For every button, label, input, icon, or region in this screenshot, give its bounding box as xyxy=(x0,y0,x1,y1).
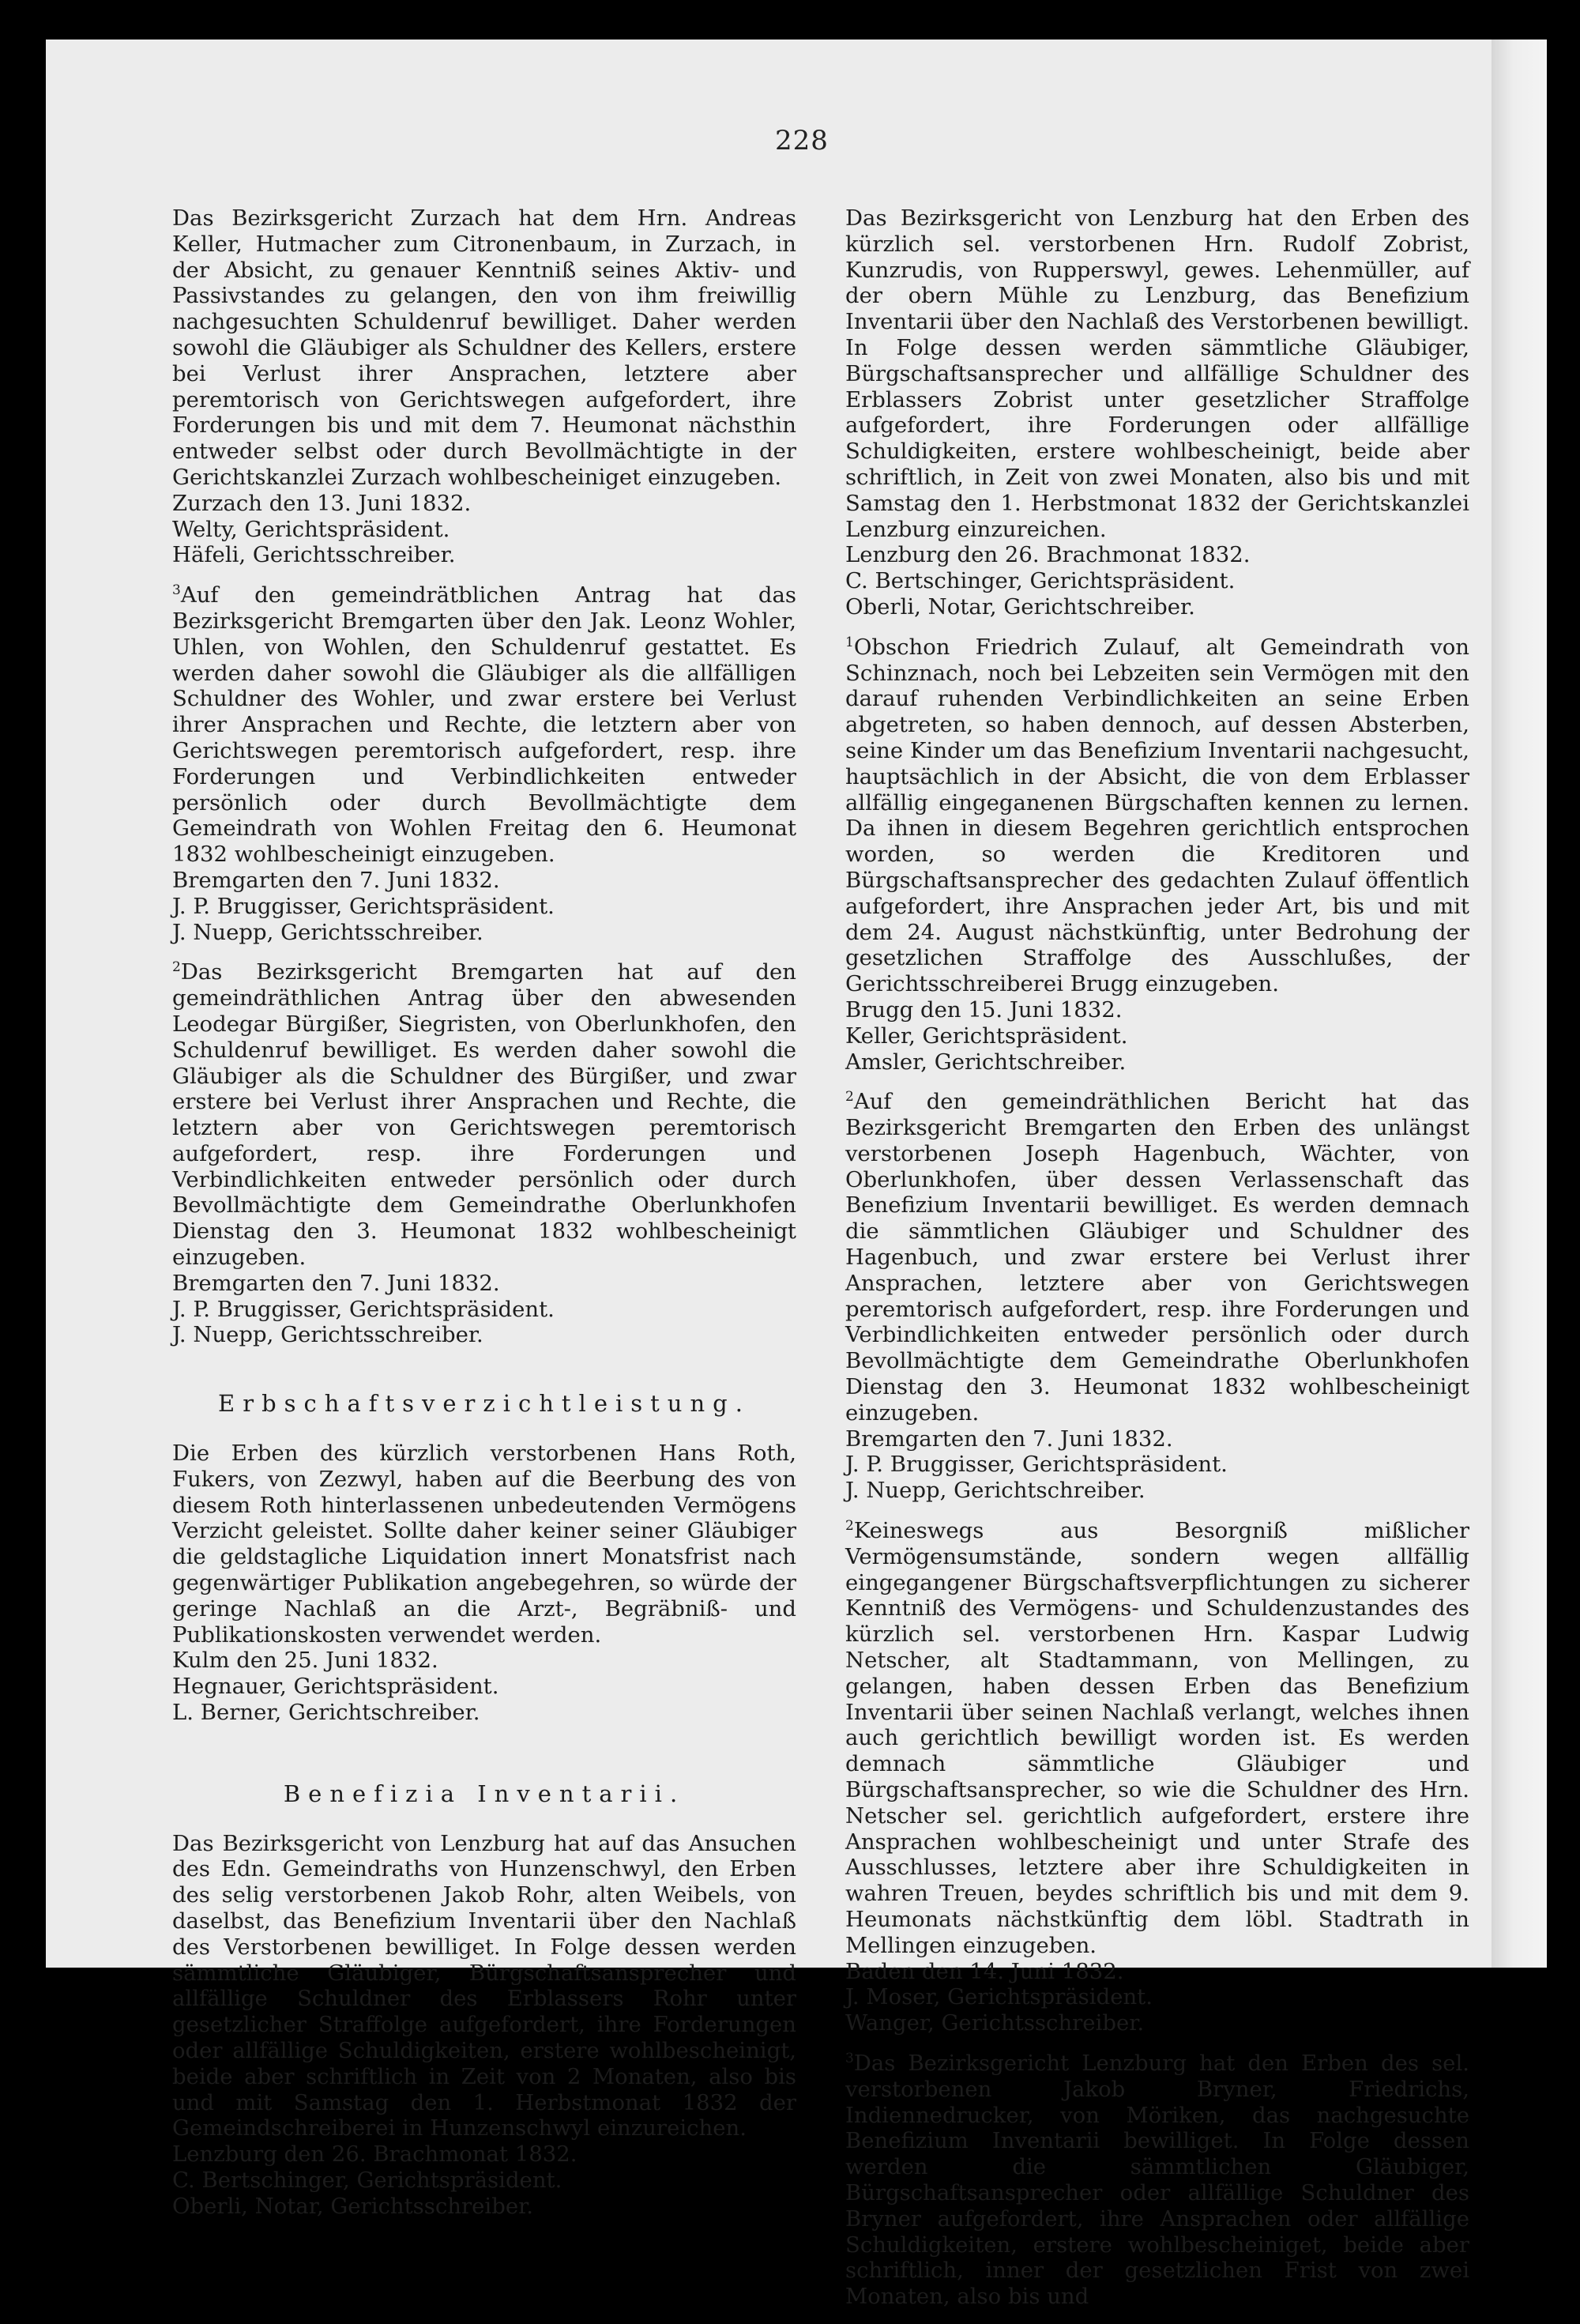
notice-signature: Welty, Gerichtspräsident. xyxy=(172,516,450,542)
notice-bremgarten-hagenbuch xyxy=(845,1089,1469,1504)
notice-signature: J. Nuepp, Gerichtschreiber. xyxy=(845,1478,1146,1504)
notice-lenzburg-bryner xyxy=(845,2051,1469,2310)
notice-mark: 2 xyxy=(845,1089,854,1106)
notice-signature: J. P. Bruggisser, Gerichtspräsident. xyxy=(172,1296,555,1322)
notice-mark: 1 xyxy=(845,634,854,650)
notice-body: Das Bezirksgericht von Lenzburg hat auf das Ansuchen des Edn. Gemeindraths von Hunzenschwyl, den Erben des selig verstorbenen Jakob Rohr, alten Weibels, von daselbst, das Benefizium Inventarii über den Nachlaß des Verstorbenen bewilliget. In Folge dessen werden sämmtliche Gläubiger, Bürgschaftsansprecher und allfällige Schuldner des Erblassers Rohr unter gesetzlicher Straffolge aufgefordert, ihre Forderungen oder allfällige Schuldigkeiten, erstere wohlbescheinigt, beide aber schriftlich in Zeit von 2 Monaten, also bis und mit Samstag den 1. Herbstmonat 1832 der Gemeindschreiberei in Hunzenschwyl einzureichen. xyxy=(172,1830,796,2141)
notice-baden-netscher xyxy=(845,1518,1469,2036)
notice-lenzburg-zobrist xyxy=(845,205,1469,620)
notice-signature: C. Bertschinger, Gerichtspräsident. xyxy=(172,2167,562,2193)
notice-signature: J. P. Bruggisser, Gerichtspräsident. xyxy=(172,893,555,919)
notice-text: Das Bezirksgericht Lenzburg hat den Erben des sel. verstorbenen Jakob Bryner, Friedrichs, Indiennedrucker, von Möriken, das nachgesuchte Benefizium Inventarii bewilliget. In Folge dessen werden die sämmtlichen Gläubiger, Bürgschaftsansprecher oder allfällige Schuldner des Bryner aufgefordert, ihre Ansprachen oder allfällige Schuldigkeiten, erstere wohlbescheiniget, beide aber schriftlich, inner der gesetzlichen Frist von zwei Monaten, also bis und xyxy=(845,2050,1469,2310)
notice-place-date: Bremgarten den 7. Juni 1832. xyxy=(172,867,500,893)
newspaper-page xyxy=(46,40,1537,2310)
notice-text: Auf den gemeindräthlichen Bericht hat das Bezirksgericht Bremgarten den Erben des unlängst verstorbenen Joseph Hagenbuch, Wächter, von Oberlunkhofen, über dessen Verlassenschaft das Benefizium Inventarii bewilliget. Es werden demnach die sämmtlichen Gläubiger und Schuldner des Hagenbuch, und zwar erstere bei Verlust ihrer Ansprachen, letztere aber von Gerichtswegen peremtorisch aufgefordert, resp. ihre Forderungen und Verbindlichkeiten entweder persönlich oder durch Bevollmächtigte dem Gemeindrathe Oberlunkhofen Dienstag den 3. Heumonat 1832 wohlbescheinigt einzugeben. xyxy=(845,1089,1469,1426)
notice-mark: 3 xyxy=(172,582,181,598)
notice-mark: 2 xyxy=(845,1517,854,1534)
notice-place-date: Kulm den 25. Juni 1832. xyxy=(172,1648,438,1674)
notice-signature: Oberli, Notar, Gerichtschreiber. xyxy=(845,593,1195,620)
notice-signature: J. Moser, Gerichtspräsident. xyxy=(845,1984,1153,2010)
page-number: 228 xyxy=(775,125,829,156)
notice-body xyxy=(172,582,796,868)
notice-mark: 2 xyxy=(172,959,181,976)
notice-body: Das Bezirksgericht von Lenzburg hat den Erben des kürzlich sel. verstorbenen Hrn. Rudolf Zobrist, Kunzrudis, von Rupperswyl, gewes. Lehenmüller, auf der obern Mühle zu Lenzburg, das Benefizium Inventarii über den Nachlaß des Verstorbenen bewilligt. In Folge dessen werden sämmtliche Gläubiger, Bürgschaftsansprecher und allfällige Schuldner des Erblassers Zobrist unter gesetzlicher Straffolge aufgefordert, ihre Forderungen oder allfällige Schuldigkeiten, erstere wohlbescheinigt, beide aber schriftlich, in Zeit von zwei Monaten, also bis und mit Samstag den 1. Herbstmonat 1832 der Gerichtskanzlei Lenzburg einzureichen. xyxy=(845,205,1469,542)
section-heading-erbschaftsverzichtleistung: Erbschaftsverzichtleistung. xyxy=(218,1390,750,1418)
notice-body xyxy=(845,2051,1469,2310)
section-heading-benefizia-inventarii: Benefizia Inventarii. xyxy=(283,1780,686,1807)
notice-text: Auf den gemeindrätblichen Antrag hat das Bezirksgericht Bremgarten über den Jak. Leonz Wohler, Uhlen, von Wohlen, den Schuldenruf gestattet. Es werden daher sowohl die Gläubiger als die allfälligen Schuldner des Wohler, und zwar erstere bei Verlust ihrer Ansprachen und Rechte, die letztern aber von Gerichtswegen peremtorisch aufgefordert, resp. ihre Forderungen und Verbindlichkeiten entweder persönlich oder durch Bevollmächtigte dem Gemeindrath von Wohlen Freitag den 6. Heumonat 1832 wohlbescheinigt einzugeben. xyxy=(172,582,796,868)
notice-text: Das Bezirksgericht Bremgarten hat auf den gemeindräthlichen Antrag über den abwesenden Leodegar Bürgißer, Siegristen, von Oberlunkhofen, den Schuldenruf bewilliget. Es werden daher sowohl die Gläubiger als die Schuldner des Bürgißer, und zwar erstere bei Verlust ihrer Ansprachen und Rechte, die letztern aber von Gerichtswegen peremtorisch aufgefordert, resp. ihre Forderungen und Verbindlichkeiten entweder persönlich oder durch Bevollmächtigte dem Gemeindrathe Oberlunkhofen Dienstag den 3. Heumonat 1832 wohlbescheinigt einzugeben. xyxy=(172,959,796,1271)
notice-mark: 3 xyxy=(845,2050,854,2066)
notice-bremgarten-wohler xyxy=(172,582,796,945)
left-column xyxy=(172,205,796,2234)
notice-body: Die Erben des kürzlich verstorbenen Hans Roth, Fukers, von Zezwyl, haben auf die Beerbung des von diesem Roth hinterlassenen unbedeutenden Vermögens Verzicht geleistet. Sollte daher keiner seiner Gläubiger die geldstagliche Liquidation innert Monatsfrist nach gegenwärtiger Publikation angebegehren, so würde der geringe Nachlaß an die Arzt-, Begräbniß- und Publikationskosten verwendet werden. xyxy=(172,1441,796,1648)
notice-brugg-zulauf xyxy=(845,635,1469,1075)
notice-signature: Keller, Gerichtspräsident. xyxy=(845,1023,1128,1049)
notice-place-date: Zurzach den 13. Juni 1832. xyxy=(172,490,472,516)
notice-signature: Häfeli, Gerichtsschreiber. xyxy=(172,542,456,568)
right-column xyxy=(845,205,1469,2324)
notice-signature: L. Berner, Gerichtschreiber. xyxy=(172,1700,480,1726)
adjacent-page-edge xyxy=(1492,40,1547,1968)
notice-zurzach-keller xyxy=(172,205,796,568)
notice-body xyxy=(172,959,796,1271)
notice-place-date: Bremgarten den 7. Juni 1832. xyxy=(845,1426,1173,1452)
notice-body: Das Bezirksgericht Zurzach hat dem Hrn. Andreas Keller, Hutmacher zum Citronenbaum, in Zurzach, in der Absicht, zu genauer Kenntniß seines Aktiv- und Passivstandes zu gelangen, den von ihm freiwillig nachgesuchten Schuldenruf bewilliget. Daher werden sowohl die Gläubiger als Schuldner des Kellers, erstere bei Verlust ihrer Ansprachen, letztere aber peremtorisch von Gerichtswegen aufgefordert, ihre Forderungen bis und mit dem 7. Heumonat nächsthin entweder selbst oder durch Bevollmächtigte in der Gerichtskanzlei Zurzach wohlbescheiniget einzugeben. xyxy=(172,205,796,490)
notice-place-date: Brugg den 15. Juni 1832. xyxy=(845,996,1123,1023)
notice-text: Keineswegs aus Besorgniß mißlicher Vermögensumstände, sondern wegen allfällig eingegangener Bürgschaftsverpflichtungen zu sicherer Kenntniß des Vermögens- und Schuldenzustandes des kürzlich sel. verstorbenen Hrn. Kaspar Ludwig Netscher, alt Stadtammann, von Mellingen, zu gelangen, haben dessen Erben das Benefizium Inventarii über seinen Nachlaß verlangt, welches ihnen auch gerichtlich bewilligt worden ist. Es werden demnach sämmtliche Gläubiger und Bürgschaftsansprecher, so wie die Schuldner des Hrn. Netscher sel. gerichtlich aufgefordert, erstere ihre Ansprachen wohlbescheinigt und unter Strafe des Ausschlusses, letztere aber ihre Schuldigkeiten in wahren Treuen, beydes schriftlich bis und mit dem 9. Heumonats nächstkünftig dem löbl. Stadtrath in Mellingen einzugeben. xyxy=(845,1518,1469,1958)
notice-lenzburg-rohr xyxy=(172,1831,796,2220)
notice-body xyxy=(845,1089,1469,1426)
notice-signature: J. Nuepp, Gerichtsschreiber. xyxy=(172,1322,483,1348)
notice-signature: C. Bertschinger, Gerichtspräsident. xyxy=(845,568,1236,594)
notice-text: Obschon Friedrich Zulauf, alt Gemeindrath von Schinznach, noch bei Lebzeiten sein Vermögen mit den darauf ruhenden Verbindlichkeiten an seine Erben abgetreten, so haben dennoch, auf dessen Absterben, seine Kinder um das Benefizium Inventarii nachgesucht, hauptsächlich in der Absicht, die von dem Erblasser allfällig eingeganenen Bürgschaften kennen zu lernen. Da ihnen in diesem Begehren gerichtlich entsprochen worden, so werden die Kreditoren und Bürgschaftsansprecher des gedachten Zulauf öffentlich aufgefordert, ihre Ansprachen jeder Art, bis und mit dem 24. August nächstkünftig, unter Bedrohung der gesetzlichen Straffolge des Ausschlußes, der Gerichtsschreiberei Brugg einzugeben. xyxy=(845,634,1469,997)
notice-body xyxy=(845,635,1469,997)
notice-place-date: Bremgarten den 7. Juni 1832. xyxy=(172,1270,500,1296)
notice-place-date: Lenzburg den 26. Brachmonat 1832. xyxy=(845,542,1251,568)
notice-place-date: Baden den 14. Juni 1832. xyxy=(845,1958,1124,1984)
notice-signature: Hegnauer, Gerichtspräsident. xyxy=(172,1674,499,1700)
notice-signature: Wanger, Gerichtsschreiber. xyxy=(845,2010,1145,2036)
notice-kulm-roth xyxy=(172,1441,796,1726)
notice-place-date: Lenzburg den 26. Brachmonat 1832. xyxy=(172,2141,577,2168)
notice-signature: J. P. Bruggisser, Gerichtspräsident. xyxy=(845,1452,1228,1478)
notice-signature: Amsler, Gerichtschreiber. xyxy=(845,1049,1127,1075)
notice-bremgarten-buergisser xyxy=(172,959,796,1348)
notice-body xyxy=(845,1518,1469,1959)
notice-signature: Oberli, Notar, Gerichtsschreiber. xyxy=(172,2193,533,2219)
notice-signature: J. Nuepp, Gerichtsschreiber. xyxy=(172,919,483,945)
